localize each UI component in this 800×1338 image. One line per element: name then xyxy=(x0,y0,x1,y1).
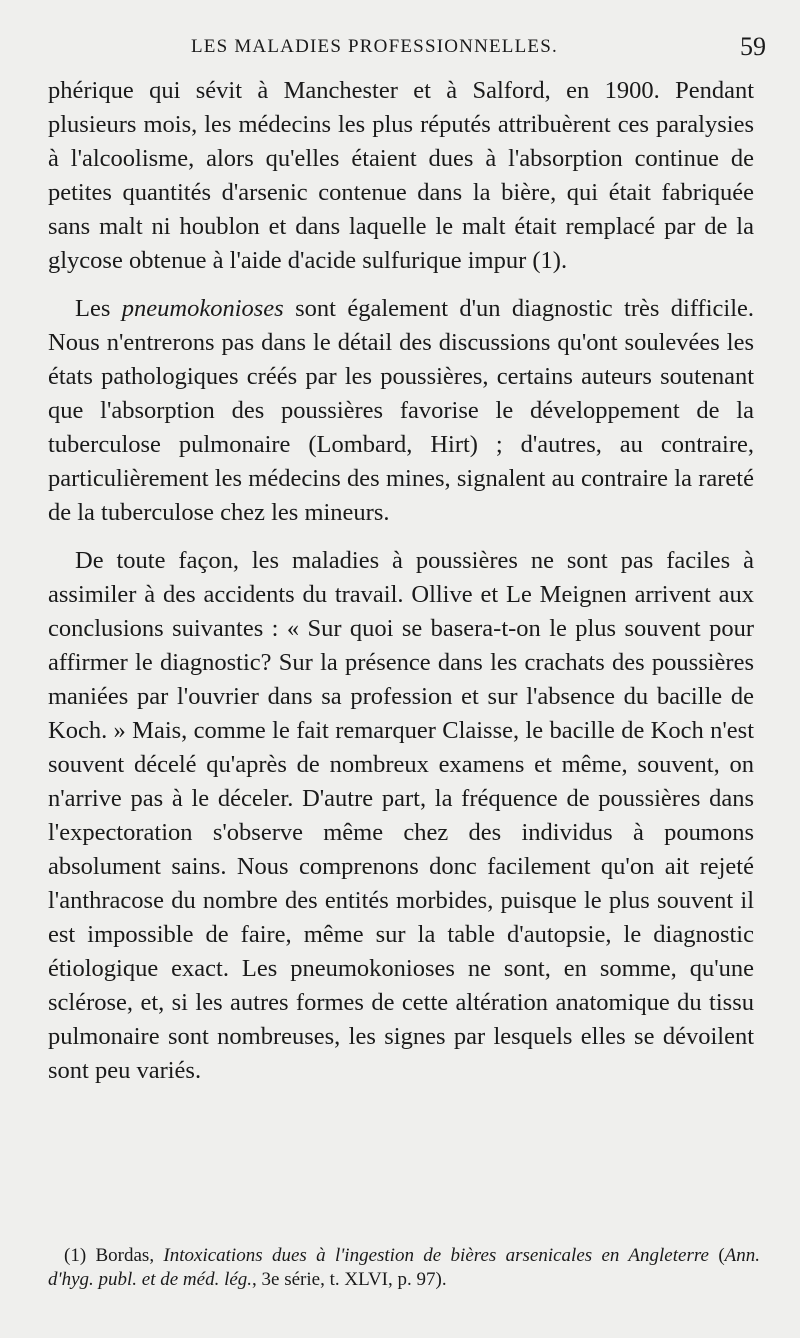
footnote-paren: ( xyxy=(708,1245,725,1266)
running-head xyxy=(48,34,770,68)
paragraph-continuation xyxy=(48,74,754,278)
paragraph-pneumokonioses xyxy=(48,292,754,530)
footnote-title: Intoxications dues à l'ingestion de bières arsenicales en Angleterre xyxy=(163,1245,709,1266)
footnote xyxy=(48,1244,760,1292)
paragraph-text: phérique qui sévit à Manchester et à Salford, en 1900. Pendant plusieurs mois, les médecins les plus réputés attribuèrent ces paralysies à l'alcoolisme, alors qu'elles étaient dues à l'absorption continue de petites quantités d'arsenic contenue dans la bière, qui était fabriquée sans malt ni houblon et dans laquelle le malt était remplacé par de la glycose obtenue à l'aide d'acide sulfurique impur (1). xyxy=(48,77,754,274)
footnote-text xyxy=(48,1244,760,1292)
paragraph-text: De toute façon, les maladies à poussières ne sont pas faciles à assimiler à des accidents du travail. Ollive et Le Meignen arrivent aux conclusions suivantes : « Sur quoi se basera-t-on le plus souvent pour affirmer le diagnostic? Sur la présence dans les crachats des poussières maniées par l'ouvrier dans sa profession et sur l'absence du bacille de Koch. » Mais, comme le fait remarquer Claisse, le bacille de Koch n'est souvent décelé qu'après de nombreux examens et même, souvent, on n'arrive pas à le déceler. D'autre part, la fréquence de poussières dans l'expectoration s'observe même chez des individus à poumons absolument sains. Nous comprenons donc facilement qu'on ait rejeté l'anthracose du nombre des entités morbides, puisque le plus souvent il est impossible de faire, même sur la table d'autopsie, le diagnostic étiologique exact. Les pneumokonioses ne sont, en somme, qu'une sclérose, et, si les autres formes de cette altération anatomique du tissu pulmonaire sont nombreuses, les signes par lesquels elles se dévoilent sont peu variés. xyxy=(48,547,754,1084)
paragraph-maladies-poussieres xyxy=(48,544,754,1088)
running-title: LES MALADIES PROFESSIONNELLES. xyxy=(191,36,558,57)
page-number: 59 xyxy=(740,32,766,61)
paragraph-text: sont également d'un diagnostic très difficile. Nous n'entrerons pas dans le détail des discussions qu'ont soulevées les états pathologiques créés par les poussières, certains auteurs soutenant que l'absorption des poussières favorise le développement de la tuberculose pulmonaire (Lombard, Hirt) ; d'autres, au contraire, particulièrement les médecins des mines, signalent au contraire la rareté de la tuberculose chez les mineurs. xyxy=(48,295,754,526)
footnote-reference: , 3e série, t. XLVI, p. 97). xyxy=(252,1269,447,1290)
emphasis-term: pneumokonioses xyxy=(121,295,284,322)
footnote-journal: Ann. d'hyg. publ. et de méd. lég. xyxy=(48,1245,761,1290)
paragraph-text: Les xyxy=(75,295,122,322)
body-text xyxy=(48,74,754,1088)
footnote-marker: (1) Bordas, xyxy=(64,1245,164,1266)
